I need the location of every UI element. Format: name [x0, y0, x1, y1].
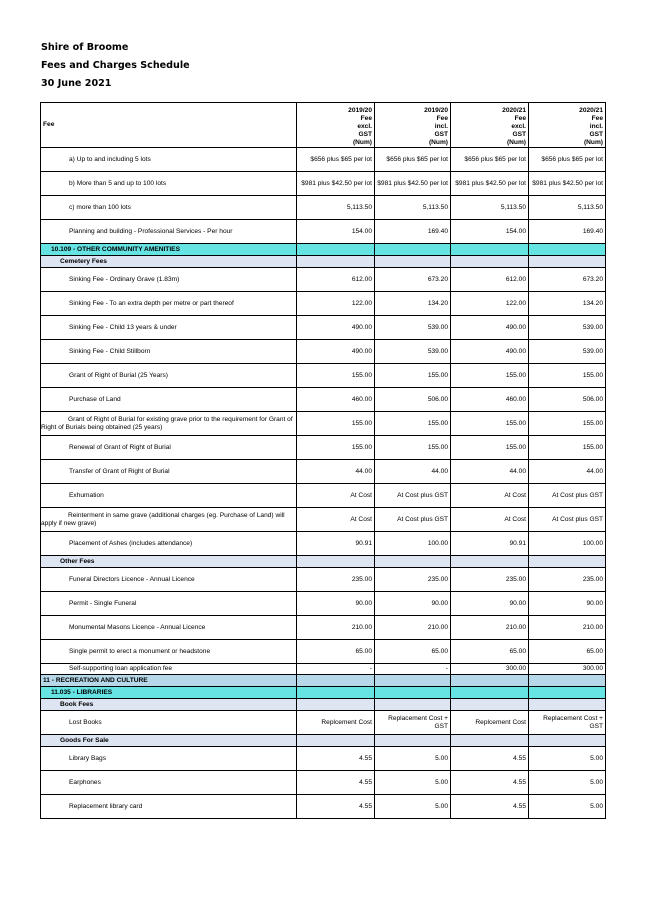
fee-value-cell: 210.00 [529, 616, 606, 640]
fee-value-cell: 490.00 [451, 340, 529, 364]
section-title: 11.035 - LIBRARIES [41, 687, 297, 699]
fee-value-cell: At Cost plus GST [529, 508, 606, 532]
fee-value-cell: 235.00 [451, 568, 529, 592]
fee-value-cell: 5.00 [375, 747, 451, 771]
fee-value-cell: 65.00 [375, 640, 451, 664]
fee-value-cell: 155.00 [451, 412, 529, 436]
fee-value-cell: 4.55 [451, 747, 529, 771]
fee-value-cell: 155.00 [375, 412, 451, 436]
fee-value-cell: At Cost [297, 508, 375, 532]
subsection-title: Other Fees [41, 556, 297, 568]
fee-value-cell: At Cost [297, 484, 375, 508]
fee-description: Renewal of Grant of Right of Burial [41, 436, 297, 460]
section-cell [375, 687, 451, 699]
section-cell [451, 687, 529, 699]
fee-value-cell: 673.20 [529, 268, 606, 292]
table-row [41, 340, 606, 364]
fee-description: Transfer of Grant of Right of Burial [41, 460, 297, 484]
section-cell [529, 675, 606, 687]
fee-value-cell: 4.55 [297, 795, 375, 819]
subsection-cell [451, 256, 529, 268]
fee-description: Planning and building - Professional Services - Per hour [41, 220, 297, 244]
table-row [41, 268, 606, 292]
fee-value-cell: 5.00 [529, 747, 606, 771]
subsection-title: Goods For Sale [41, 735, 297, 747]
fee-value-cell: 155.00 [529, 436, 606, 460]
table-row [41, 484, 606, 508]
fee-value-cell: 539.00 [529, 316, 606, 340]
fee-value-cell: 5,113.50 [451, 196, 529, 220]
fee-description: Sinking Fee - To an extra depth per metre or part thereof [41, 292, 297, 316]
fee-value-cell: 210.00 [375, 616, 451, 640]
fee-description: Lost Books [41, 711, 297, 735]
fee-value-cell: 4.55 [297, 747, 375, 771]
fee-value-cell: 210.00 [451, 616, 529, 640]
table-row [41, 172, 606, 196]
fee-value-cell: 4.55 [451, 795, 529, 819]
fee-value-cell: At Cost [451, 508, 529, 532]
subsection-cell [375, 556, 451, 568]
section-title: 10.109 - OTHER COMMUNITY AMENITIES [41, 244, 297, 256]
fee-value-cell: 460.00 [451, 388, 529, 412]
fee-description: a) Up to and including 5 lots [41, 148, 297, 172]
section-cell [451, 244, 529, 256]
fee-description: Library Bags [41, 747, 297, 771]
subsection-cell [375, 256, 451, 268]
fee-description: Earphones [41, 771, 297, 795]
table-row [41, 436, 606, 460]
fee-description: Grant of Right of Burial for existing grave prior to the requirement for Grant of Right of Burials being obtained (25 years) [41, 412, 297, 436]
fee-value-cell: At Cost plus GST [375, 484, 451, 508]
table-row [41, 508, 606, 532]
fee-description: Self-supporting loan application fee [41, 664, 297, 675]
fee-value-cell: $981 plus $42.50 per lot [375, 172, 451, 196]
fee-value-cell: 90.00 [451, 592, 529, 616]
fee-value-cell: Replacement Cost + GST [375, 711, 451, 735]
subsection-row [41, 699, 606, 711]
table-row [41, 747, 606, 771]
table-row [41, 196, 606, 220]
section-cell [529, 244, 606, 256]
column-header-row [41, 103, 606, 148]
fee-value-cell: 155.00 [375, 364, 451, 388]
fee-description: Grant of Right of Burial (25 Years) [41, 364, 297, 388]
fee-value-cell: 134.20 [375, 292, 451, 316]
fee-value-cell: 5,113.50 [297, 196, 375, 220]
fee-value-cell: At Cost [451, 484, 529, 508]
table-row [41, 592, 606, 616]
fee-value-cell: 169.40 [375, 220, 451, 244]
fee-value-cell: $656 plus $65 per lot [451, 148, 529, 172]
fee-value-cell: 169.40 [529, 220, 606, 244]
section-cell [451, 675, 529, 687]
fee-value-cell: 5.00 [529, 795, 606, 819]
fee-value-cell: 673.20 [375, 268, 451, 292]
section-row [41, 244, 606, 256]
fee-description: Permit - Single Funeral [41, 592, 297, 616]
fee-value-cell: 44.00 [297, 460, 375, 484]
fee-value-cell: 5.00 [529, 771, 606, 795]
fee-value-cell: 65.00 [529, 640, 606, 664]
fee-value-cell: 155.00 [451, 364, 529, 388]
subsection-cell [297, 556, 375, 568]
subsection-cell [297, 699, 375, 711]
fee-value-cell: - [297, 664, 375, 675]
fee-value-cell: 235.00 [375, 568, 451, 592]
fee-value-cell: 539.00 [529, 340, 606, 364]
table-row [41, 316, 606, 340]
fee-description: Reinterment in same grave (additional charges (eg. Purchase of Land) will apply if new grave) [41, 508, 297, 532]
fee-value-cell: $656 plus $65 per lot [375, 148, 451, 172]
fee-value-cell: 612.00 [451, 268, 529, 292]
fee-value-cell: 44.00 [451, 460, 529, 484]
fee-value-cell: 300.00 [529, 664, 606, 675]
fee-description: Monumental Masons Licence - Annual Licence [41, 616, 297, 640]
fee-value-cell: 90.91 [451, 532, 529, 556]
fee-value-cell: 4.55 [297, 771, 375, 795]
fee-value-cell: 65.00 [451, 640, 529, 664]
column-header-2020-excl: 2020/21 Fee excl. GST (Num) [451, 103, 529, 148]
fee-value-cell: 90.91 [297, 532, 375, 556]
fee-value-cell: 122.00 [297, 292, 375, 316]
section-cell [529, 687, 606, 699]
table-row [41, 568, 606, 592]
table-row [41, 532, 606, 556]
fee-value-cell: 155.00 [297, 436, 375, 460]
table-row [41, 616, 606, 640]
subsection-cell [451, 735, 529, 747]
section-cell [375, 675, 451, 687]
report-date: 30 June 2021 [41, 78, 112, 89]
subsection-row [41, 556, 606, 568]
subsection-cell [375, 735, 451, 747]
table-row [41, 640, 606, 664]
fee-value-cell: 210.00 [297, 616, 375, 640]
fee-description: Funeral Directors Licence - Annual Licence [41, 568, 297, 592]
table-row [41, 460, 606, 484]
fee-value-cell: - [375, 664, 451, 675]
section-cell [297, 687, 375, 699]
subsection-cell [529, 556, 606, 568]
subsection-cell [451, 556, 529, 568]
table-row [41, 364, 606, 388]
subsection-cell [529, 256, 606, 268]
column-header-2019-excl: 2019/20 Fee excl. GST (Num) [297, 103, 375, 148]
fee-description: Sinking Fee - Ordinary Grave (1.83m) [41, 268, 297, 292]
fee-value-cell: 122.00 [451, 292, 529, 316]
fee-value-cell: 154.00 [297, 220, 375, 244]
column-header-fee: Fee [41, 103, 297, 148]
fee-description: Single permit to erect a monument or headstone [41, 640, 297, 664]
subsection-cell [375, 699, 451, 711]
fee-value-cell: 155.00 [375, 436, 451, 460]
fee-value-cell: 539.00 [375, 316, 451, 340]
table-row [41, 711, 606, 735]
fee-value-cell: 5.00 [375, 795, 451, 819]
fee-value-cell: $981 plus $42.50 per lot [297, 172, 375, 196]
fee-value-cell: 539.00 [375, 340, 451, 364]
fee-value-cell: At Cost plus GST [375, 508, 451, 532]
fee-value-cell: 155.00 [451, 436, 529, 460]
column-header-2020-incl: 2020/21 Fee incl. GST (Num) [529, 103, 606, 148]
fee-value-cell: $981 plus $42.50 per lot [529, 172, 606, 196]
fee-description: c) more than 100 lots [41, 196, 297, 220]
fee-description: b) More than 5 and up to 100 lots [41, 172, 297, 196]
fee-value-cell: 5,113.50 [375, 196, 451, 220]
fee-value-cell: 100.00 [375, 532, 451, 556]
section-cell [297, 244, 375, 256]
section-row [41, 675, 606, 687]
table-row [41, 771, 606, 795]
fee-value-cell: $981 plus $42.50 per lot [451, 172, 529, 196]
fee-value-cell: 506.00 [529, 388, 606, 412]
fee-value-cell: 4.55 [451, 771, 529, 795]
fee-value-cell: 134.20 [529, 292, 606, 316]
fees-table [40, 102, 606, 819]
fee-description: Placement of Ashes (includes attendance) [41, 532, 297, 556]
fee-value-cell: 100.00 [529, 532, 606, 556]
section-row [41, 687, 606, 699]
subsection-cell [451, 699, 529, 711]
section-title: 11 - RECREATION AND CULTURE [41, 675, 297, 687]
fee-value-cell: 44.00 [375, 460, 451, 484]
fee-description: Exhumation [41, 484, 297, 508]
table-row [41, 795, 606, 819]
fee-value-cell: 490.00 [297, 340, 375, 364]
fee-value-cell: 612.00 [297, 268, 375, 292]
subsection-row [41, 735, 606, 747]
fee-value-cell: 5,113.50 [529, 196, 606, 220]
section-cell [297, 675, 375, 687]
subsection-row [41, 256, 606, 268]
fee-value-cell: Replcement Cost [451, 711, 529, 735]
table-row [41, 148, 606, 172]
fee-value-cell: 490.00 [451, 316, 529, 340]
table-row [41, 292, 606, 316]
table-row [41, 664, 606, 675]
report-org-name: Shire of Broome [41, 42, 129, 53]
subsection-title: Book Fees [41, 699, 297, 711]
fee-value-cell: 44.00 [529, 460, 606, 484]
column-header-2019-incl: 2019/20 Fee incl. GST (Num) [375, 103, 451, 148]
fee-description: Replacement library card [41, 795, 297, 819]
fee-value-cell: Replacement Cost + GST [529, 711, 606, 735]
fee-value-cell: 65.00 [297, 640, 375, 664]
report-title: Fees and Charges Schedule [41, 60, 190, 71]
fee-value-cell: 235.00 [297, 568, 375, 592]
fee-value-cell: At Cost plus GST [529, 484, 606, 508]
fee-value-cell: 490.00 [297, 316, 375, 340]
subsection-cell [529, 735, 606, 747]
fee-value-cell: 90.00 [297, 592, 375, 616]
fee-description: Purchase of Land [41, 388, 297, 412]
table-row [41, 388, 606, 412]
fees-table-body [41, 103, 606, 819]
section-cell [375, 244, 451, 256]
fee-value-cell: $656 plus $65 per lot [529, 148, 606, 172]
fee-value-cell: 155.00 [297, 364, 375, 388]
subsection-cell [297, 735, 375, 747]
fee-value-cell: 155.00 [297, 412, 375, 436]
fee-value-cell: 154.00 [451, 220, 529, 244]
fee-value-cell: 90.00 [529, 592, 606, 616]
table-row [41, 412, 606, 436]
fee-value-cell: 235.00 [529, 568, 606, 592]
fee-value-cell: 155.00 [529, 364, 606, 388]
fee-value-cell: 460.00 [297, 388, 375, 412]
fee-description: Sinking Fee - Child Stillborn [41, 340, 297, 364]
fee-value-cell: $656 plus $65 per lot [297, 148, 375, 172]
fee-value-cell: 300.00 [451, 664, 529, 675]
fee-description: Sinking Fee - Child 13 years & under [41, 316, 297, 340]
fee-value-cell: 90.00 [375, 592, 451, 616]
table-row [41, 220, 606, 244]
fee-value-cell: Replcement Cost [297, 711, 375, 735]
fee-value-cell: 5.00 [375, 771, 451, 795]
subsection-cell [529, 699, 606, 711]
fee-value-cell: 506.00 [375, 388, 451, 412]
subsection-cell [297, 256, 375, 268]
subsection-title: Cemetery Fees [41, 256, 297, 268]
fee-value-cell: 155.00 [529, 412, 606, 436]
